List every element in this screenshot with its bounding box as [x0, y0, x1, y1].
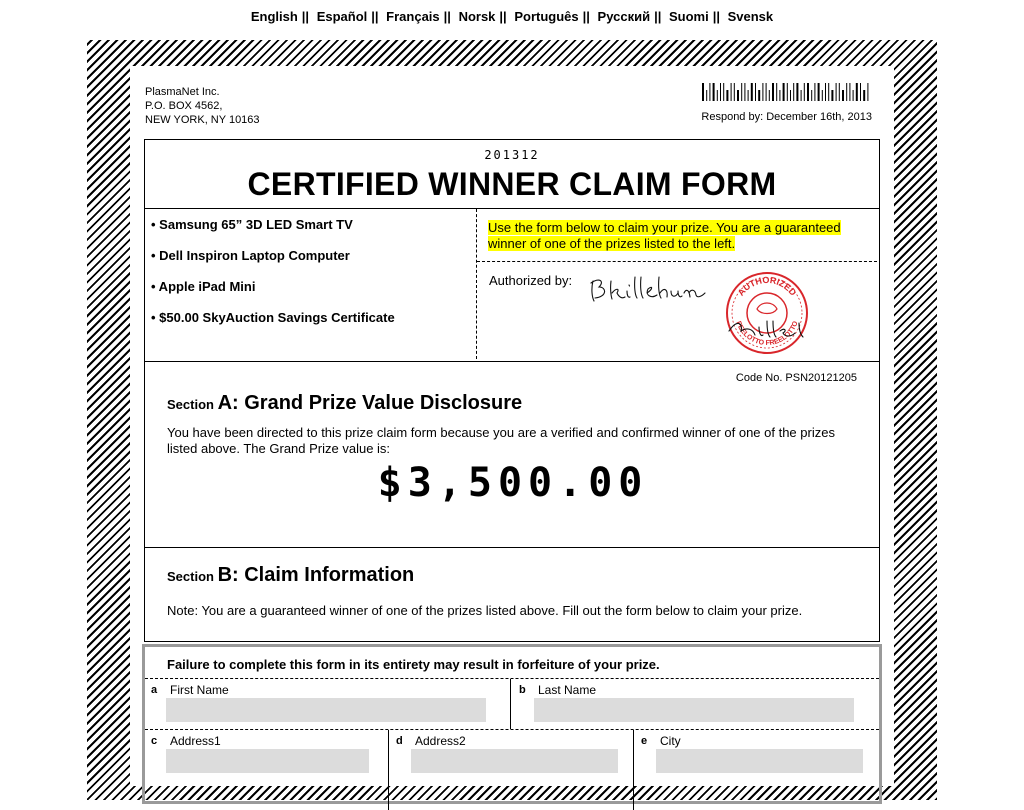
claim-form-fields [142, 644, 882, 804]
lang-separator: || [443, 9, 451, 24]
barcode-bar [839, 83, 840, 101]
barcode-bar [717, 90, 718, 101]
barcode-bar [846, 83, 847, 101]
form-title-box [144, 139, 880, 209]
barcode-bar [731, 83, 732, 101]
barcode-bar [849, 83, 850, 101]
claim-form-paper [130, 66, 894, 786]
barcode-bar [856, 83, 858, 101]
barcode-bar [804, 83, 805, 101]
form-row-divider [145, 678, 879, 679]
address2-label: Address2 [415, 734, 466, 748]
barcode-bar [793, 83, 794, 101]
barcode-bar [769, 90, 770, 101]
barcode-bar [748, 90, 749, 101]
barcode-bar [772, 83, 774, 101]
field-divider [510, 679, 511, 729]
barcode-bar [811, 90, 812, 101]
section-b-title: B: Claim Information [217, 564, 415, 586]
sender-address-line1: P.O. BOX 4562, [145, 100, 223, 112]
barcode-bar [825, 83, 826, 101]
dashed-divider-horizontal [477, 261, 877, 262]
barcode-bar [713, 83, 715, 101]
first-name-input[interactable] [166, 698, 486, 722]
barcode-bar [734, 83, 735, 101]
barcode-bar [779, 90, 780, 101]
lang-separator: || [712, 9, 720, 24]
barcode-bar [801, 90, 802, 101]
lang-link-francais[interactable]: Français [386, 9, 440, 24]
seal-top-text: AUTHORIZED [735, 274, 799, 298]
barcode-bar [828, 83, 829, 101]
lang-link-portugues[interactable]: Português [514, 9, 579, 24]
prize-box [144, 208, 880, 362]
barcode-bar [766, 83, 767, 101]
barcode-bar [744, 83, 745, 101]
barcode-bar [796, 83, 798, 101]
lang-separator: || [371, 9, 379, 24]
barcode-bar [751, 83, 753, 101]
prize-list [151, 217, 395, 341]
lang-link-norsk[interactable]: Norsk [458, 9, 496, 24]
prize-item-certificate: • $50.00 SkyAuction Savings Certificate [151, 310, 395, 325]
barcode-bar [702, 83, 704, 101]
form-title: CERTIFIED WINNER CLAIM FORM [247, 166, 777, 202]
barcode-bar [814, 83, 815, 101]
barcode-bar [842, 90, 844, 101]
barcode-bar [741, 83, 742, 101]
barcode-bar [807, 83, 809, 101]
lang-link-russian[interactable]: Русский [597, 9, 651, 24]
code-number: Code No. PSN20121205 [735, 372, 857, 384]
field-divider [633, 730, 634, 810]
barcode-bar [737, 90, 739, 101]
barcode-image [702, 83, 872, 101]
barcode-bar [706, 90, 707, 101]
field-letter: e [641, 735, 648, 747]
lang-link-english[interactable]: English [250, 9, 298, 24]
form-warning: Failure to complete this form in its entirety may result in forfeiture of your prize. [167, 657, 660, 672]
prize-item-ipad: • Apple iPad Mini [151, 279, 256, 294]
striped-border-frame [87, 40, 937, 800]
lang-link-espanol[interactable]: Español [316, 9, 368, 24]
authorized-seal-stamp [723, 269, 811, 357]
barcode-bar [776, 83, 777, 101]
section-b-box [144, 547, 880, 642]
field-divider [388, 730, 389, 810]
claim-notice [488, 220, 868, 252]
lang-separator: || [654, 9, 662, 24]
language-bar [0, 9, 1024, 24]
lang-separator: || [301, 9, 310, 24]
seal-bottom-text: PEELOTTO FREELOTTO [734, 320, 800, 348]
barcode-bar [818, 83, 820, 101]
prize-item-laptop: • Dell Inspiron Laptop Computer [151, 248, 350, 263]
lang-separator: || [582, 9, 590, 24]
sender-address-line2: NEW YORK, NY 10163 [145, 114, 260, 126]
barcode-bar [790, 90, 791, 101]
barcode-bar [720, 83, 721, 101]
barcode-bar [860, 83, 861, 101]
section-a-text: You have been directed to this prize claim form because you are a verified and confirmed winner of one of the prizes listed above. The Grand Prize value is: [167, 425, 835, 456]
first-name-label: First Name [170, 683, 229, 697]
city-input[interactable] [656, 749, 863, 773]
sender-address [145, 85, 260, 127]
barcode-bar [831, 90, 833, 101]
barcode-bar [853, 90, 854, 101]
barcode-bar [867, 83, 868, 101]
field-letter: a [151, 684, 158, 696]
section-a-heading [167, 392, 522, 415]
section-b-heading [167, 564, 414, 587]
section-b-prefix: Section [167, 569, 218, 584]
barcode-bar [758, 90, 760, 101]
signature-image [585, 271, 715, 307]
section-a-title: A: Grand Prize Value Disclosure [217, 392, 523, 414]
field-letter: b [519, 684, 526, 696]
last-name-label: Last Name [538, 683, 597, 697]
barcode-bar [836, 83, 837, 101]
barcode-bar [783, 83, 785, 101]
address1-input[interactable] [166, 749, 369, 773]
barcode-bar [723, 83, 724, 101]
address1-label: Address1 [170, 734, 221, 748]
barcode-bar [726, 90, 728, 101]
section-b-text: Note: You are a guaranteed winner of one of the prizes listed above. Fill out the form below to claim your prize. [167, 603, 803, 618]
last-name-input[interactable] [534, 698, 854, 722]
section-a-prefix: Section [167, 397, 218, 412]
sender-company: PlasmaNet Inc. [145, 86, 220, 98]
lang-link-svensk[interactable]: Svensk [727, 9, 774, 24]
authorized-by-label: Authorized by: [489, 273, 573, 288]
barcode-bar [863, 90, 865, 101]
address2-input[interactable] [411, 749, 618, 773]
grand-prize-value: $3,500.00 [377, 460, 649, 506]
barcode-bar [822, 90, 823, 101]
field-letter: d [396, 735, 403, 747]
barcode-bar [787, 83, 788, 101]
barcode-bar [755, 83, 756, 101]
barcode-bar [709, 83, 710, 101]
claim-notice-text: Use the form below to claim your prize. You are a guaranteed winner of one of the prizes listed to the left. [488, 220, 841, 251]
city-label: City [660, 734, 681, 748]
respond-by-date: Respond by: December 16th, 2013 [701, 111, 872, 123]
dashed-divider-vertical [476, 209, 477, 359]
section-a-box [144, 361, 880, 548]
barcode-bar [762, 83, 763, 101]
form-row-divider [145, 729, 879, 730]
field-letter: c [151, 735, 158, 747]
form-code: 201312 [484, 148, 540, 162]
prize-item-tv: • Samsung 65” 3D LED Smart TV [151, 217, 353, 232]
lang-separator: || [499, 9, 507, 24]
lang-link-suomi[interactable]: Suomi [668, 9, 709, 24]
